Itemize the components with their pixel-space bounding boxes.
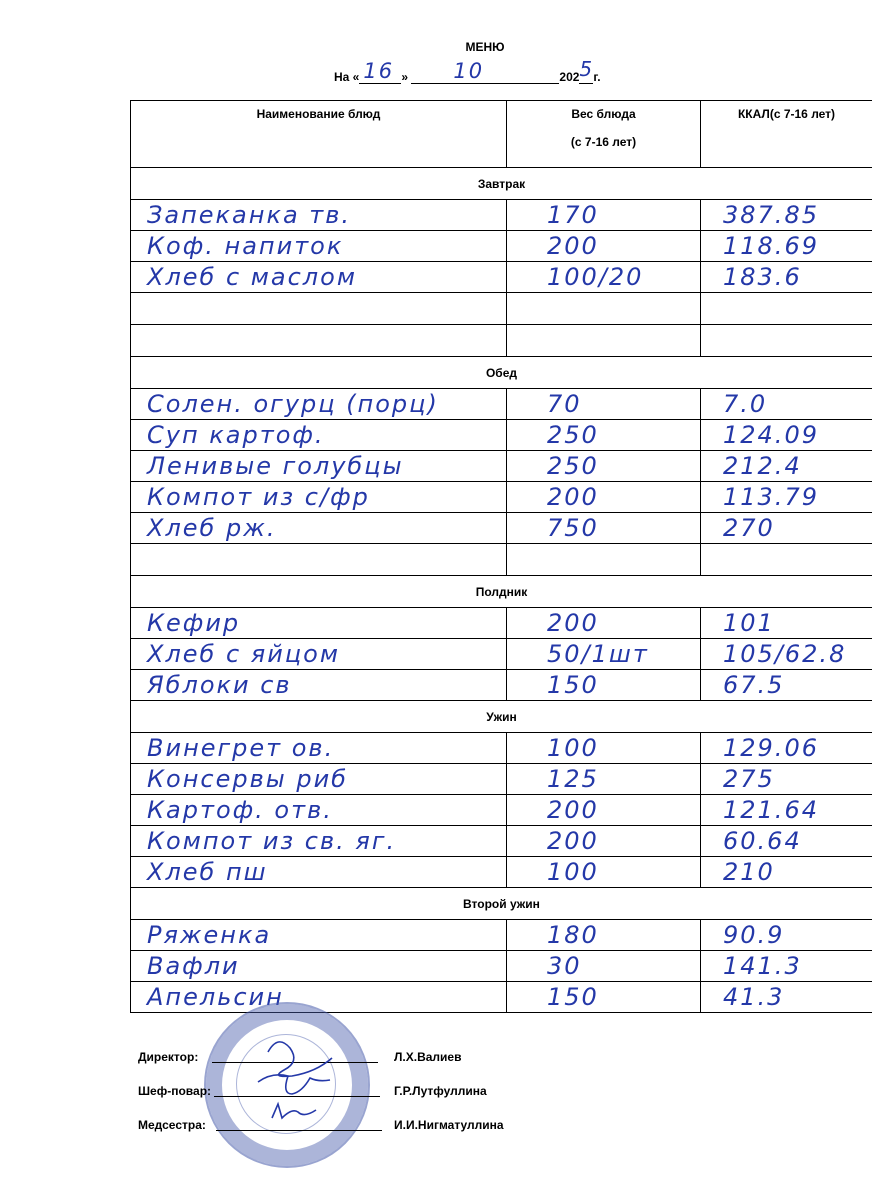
dish-weight-cell <box>507 420 701 451</box>
dish-name: Компот из св. яг. <box>147 827 397 855</box>
table-row <box>131 231 872 262</box>
column-header-name: Наименование блюд <box>131 101 507 168</box>
handwritten-signatures <box>238 1022 378 1152</box>
dish-weight: 150 <box>547 983 599 1011</box>
dish-weight: 200 <box>547 827 599 855</box>
dish-kcal: 124.09 <box>723 421 819 449</box>
dish-kcal-cell <box>701 200 872 231</box>
dish-weight-cell <box>507 764 701 795</box>
dish-name-cell <box>131 231 507 262</box>
dish-kcal-cell <box>701 764 872 795</box>
section-row <box>131 701 872 733</box>
table-row <box>131 795 872 826</box>
table-header-row <box>131 101 872 168</box>
dish-name: Консервы риб <box>147 765 348 793</box>
dish-weight-cell <box>507 639 701 670</box>
dish-name: Винегрет ов. <box>147 734 335 762</box>
dish-name-cell <box>131 451 507 482</box>
dish-name-cell <box>131 857 507 888</box>
table-row <box>131 639 872 670</box>
dish-kcal-cell <box>701 795 872 826</box>
dish-weight-cell <box>507 920 701 951</box>
table-row <box>131 325 872 357</box>
director-name: Л.Х.Валиев <box>394 1050 462 1064</box>
menu-body <box>131 168 872 1013</box>
dish-kcal-cell <box>701 544 872 576</box>
dish-weight: 100 <box>547 858 599 886</box>
dish-weight-cell <box>507 293 701 325</box>
dish-kcal: 212.4 <box>723 452 802 480</box>
date-line <box>334 57 601 84</box>
dish-name-cell <box>131 420 507 451</box>
section-title: Завтрак <box>131 168 872 200</box>
dish-weight: 200 <box>547 609 599 637</box>
dish-weight: 150 <box>547 671 599 699</box>
dish-name: Хлеб с яйцом <box>147 640 340 668</box>
section-row <box>131 576 872 608</box>
dish-weight: 70 <box>547 390 582 418</box>
table-row <box>131 826 872 857</box>
dish-kcal: 210 <box>723 858 775 886</box>
table-row <box>131 857 872 888</box>
table-row <box>131 482 872 513</box>
chef-label: Шеф-повар: <box>138 1084 212 1098</box>
nurse-name: И.И.Нигматуллина <box>394 1118 504 1132</box>
dish-name: Коф. напиток <box>147 232 344 260</box>
dish-kcal: 387.85 <box>723 201 819 229</box>
dish-kcal: 41.3 <box>723 983 785 1011</box>
table-row <box>131 764 872 795</box>
month-value: 10 <box>453 59 485 83</box>
date-prefix: На « <box>334 70 360 84</box>
dish-name-cell <box>131 733 507 764</box>
section-title: Полдник <box>131 576 872 608</box>
dish-name: Ряженка <box>147 921 272 949</box>
dish-name: Хлеб с маслом <box>147 263 357 291</box>
dish-weight-cell <box>507 451 701 482</box>
dish-name-cell <box>131 826 507 857</box>
nurse-label: Медсестра: <box>138 1118 206 1132</box>
dish-kcal-cell <box>701 670 872 701</box>
dish-name: Ленивые голубцы <box>147 452 404 480</box>
dish-name: Апельсин <box>147 983 284 1011</box>
dish-weight-cell <box>507 670 701 701</box>
dish-kcal: 121.64 <box>723 796 819 824</box>
dish-kcal: 101 <box>723 609 775 637</box>
dish-kcal: 7.0 <box>723 390 768 418</box>
dish-weight: 50/1шт <box>547 640 649 668</box>
dish-kcal-cell <box>701 951 872 982</box>
dish-kcal-cell <box>701 513 872 544</box>
dish-kcal: 141.3 <box>723 952 802 980</box>
section-title: Второй ужин <box>131 888 872 920</box>
dish-weight: 250 <box>547 452 599 480</box>
dish-name-cell <box>131 262 507 293</box>
dish-kcal: 275 <box>723 765 775 793</box>
dish-name: Компот из с/фр <box>147 483 370 511</box>
dish-weight-cell <box>507 325 701 357</box>
dish-name: Картоф. отв. <box>147 796 333 824</box>
dish-weight: 250 <box>547 421 599 449</box>
dish-name: Солен. огурц (порц) <box>147 390 439 418</box>
section-row <box>131 888 872 920</box>
dish-weight: 100/20 <box>547 263 644 291</box>
dish-kcal: 270 <box>723 514 775 542</box>
dish-weight: 200 <box>547 796 599 824</box>
dish-weight-cell <box>507 795 701 826</box>
table-row <box>131 513 872 544</box>
column-header-kcal: ККАЛ(с 7-16 лет) <box>701 101 872 168</box>
year-blank <box>579 57 595 84</box>
dish-name-cell <box>131 608 507 639</box>
dish-kcal-cell <box>701 389 872 420</box>
dish-weight: 750 <box>547 514 599 542</box>
dish-weight-cell <box>507 389 701 420</box>
dish-kcal-cell <box>701 293 872 325</box>
dish-weight: 170 <box>547 201 599 229</box>
table-row <box>131 670 872 701</box>
dish-kcal-cell <box>701 231 872 262</box>
dish-kcal: 105/62.8 <box>723 640 847 668</box>
dish-kcal-cell <box>701 325 872 357</box>
dish-weight: 180 <box>547 921 599 949</box>
day-blank <box>359 59 401 84</box>
dish-name: Яблоки св <box>147 671 292 699</box>
dish-name-cell <box>131 920 507 951</box>
dish-kcal: 129.06 <box>723 734 819 762</box>
dish-weight-cell <box>507 231 701 262</box>
dish-kcal-cell <box>701 451 872 482</box>
dish-name: Хлеб рж. <box>147 514 277 542</box>
dish-weight-cell <box>507 951 701 982</box>
dish-weight-cell <box>507 608 701 639</box>
dish-kcal-cell <box>701 920 872 951</box>
table-row <box>131 544 872 576</box>
month-blank <box>411 59 559 84</box>
dish-kcal: 118.69 <box>723 232 819 260</box>
dish-kcal: 67.5 <box>723 671 785 699</box>
table-row <box>131 293 872 325</box>
dish-weight-cell <box>507 544 701 576</box>
dish-name: Хлеб пш <box>147 858 268 886</box>
column-header-weight: Вес блюда (с 7-16 лет) <box>507 101 701 168</box>
dish-kcal-cell <box>701 262 872 293</box>
date-mid: » <box>401 70 409 84</box>
dish-name: Вафли <box>147 952 240 980</box>
dish-weight: 100 <box>547 734 599 762</box>
section-row <box>131 168 872 200</box>
dish-name-cell <box>131 764 507 795</box>
director-label: Директор: <box>138 1050 199 1064</box>
dish-weight-cell <box>507 513 701 544</box>
table-row <box>131 200 872 231</box>
dish-name-cell <box>131 670 507 701</box>
dish-weight-cell <box>507 826 701 857</box>
dish-weight-cell <box>507 200 701 231</box>
dish-kcal-cell <box>701 733 872 764</box>
year-digit: 5 <box>579 57 595 81</box>
dish-name: Кефир <box>147 609 241 637</box>
section-row <box>131 357 872 389</box>
dish-name-cell <box>131 389 507 420</box>
dish-name-cell <box>131 513 507 544</box>
dish-kcal-cell <box>701 420 872 451</box>
dish-kcal-cell <box>701 482 872 513</box>
year-prefix: 202 <box>559 70 580 84</box>
dish-name-cell <box>131 951 507 982</box>
dish-name-cell <box>131 795 507 826</box>
table-row <box>131 420 872 451</box>
dish-weight: 125 <box>547 765 599 793</box>
dish-name: Суп картоф. <box>147 421 325 449</box>
dish-kcal: 113.79 <box>723 483 819 511</box>
dish-weight-cell <box>507 857 701 888</box>
table-row <box>131 262 872 293</box>
dish-weight-cell <box>507 482 701 513</box>
menu-table <box>130 100 872 1013</box>
dish-name: Запеканка тв. <box>147 201 352 229</box>
dish-weight: 30 <box>547 952 582 980</box>
dish-name-cell <box>131 325 507 357</box>
dish-name-cell <box>131 639 507 670</box>
table-row <box>131 920 872 951</box>
dish-kcal: 183.6 <box>723 263 802 291</box>
dish-kcal: 60.64 <box>723 827 802 855</box>
table-row <box>131 982 872 1013</box>
dish-weight: 200 <box>547 232 599 260</box>
dish-weight-cell <box>507 262 701 293</box>
dish-weight-cell <box>507 733 701 764</box>
table-row <box>131 608 872 639</box>
section-title: Ужин <box>131 701 872 733</box>
dish-weight-cell <box>507 982 701 1013</box>
dish-kcal-cell <box>701 826 872 857</box>
dish-kcal-cell <box>701 639 872 670</box>
dish-name-cell <box>131 544 507 576</box>
day-value: 16 <box>363 59 395 83</box>
dish-name-cell <box>131 482 507 513</box>
dish-kcal-cell <box>701 857 872 888</box>
dish-name-cell <box>131 293 507 325</box>
dish-kcal-cell <box>701 608 872 639</box>
dish-kcal-cell <box>701 982 872 1013</box>
dish-weight: 200 <box>547 483 599 511</box>
table-row <box>131 951 872 982</box>
table-row <box>131 733 872 764</box>
dish-kcal: 90.9 <box>723 921 785 949</box>
date-suffix: г. <box>593 70 601 84</box>
table-row <box>131 451 872 482</box>
chef-name: Г.Р.Лутфуллина <box>394 1084 487 1098</box>
section-title: Обед <box>131 357 872 389</box>
page-title: МЕНЮ <box>465 40 505 54</box>
table-row <box>131 389 872 420</box>
dish-name-cell <box>131 200 507 231</box>
